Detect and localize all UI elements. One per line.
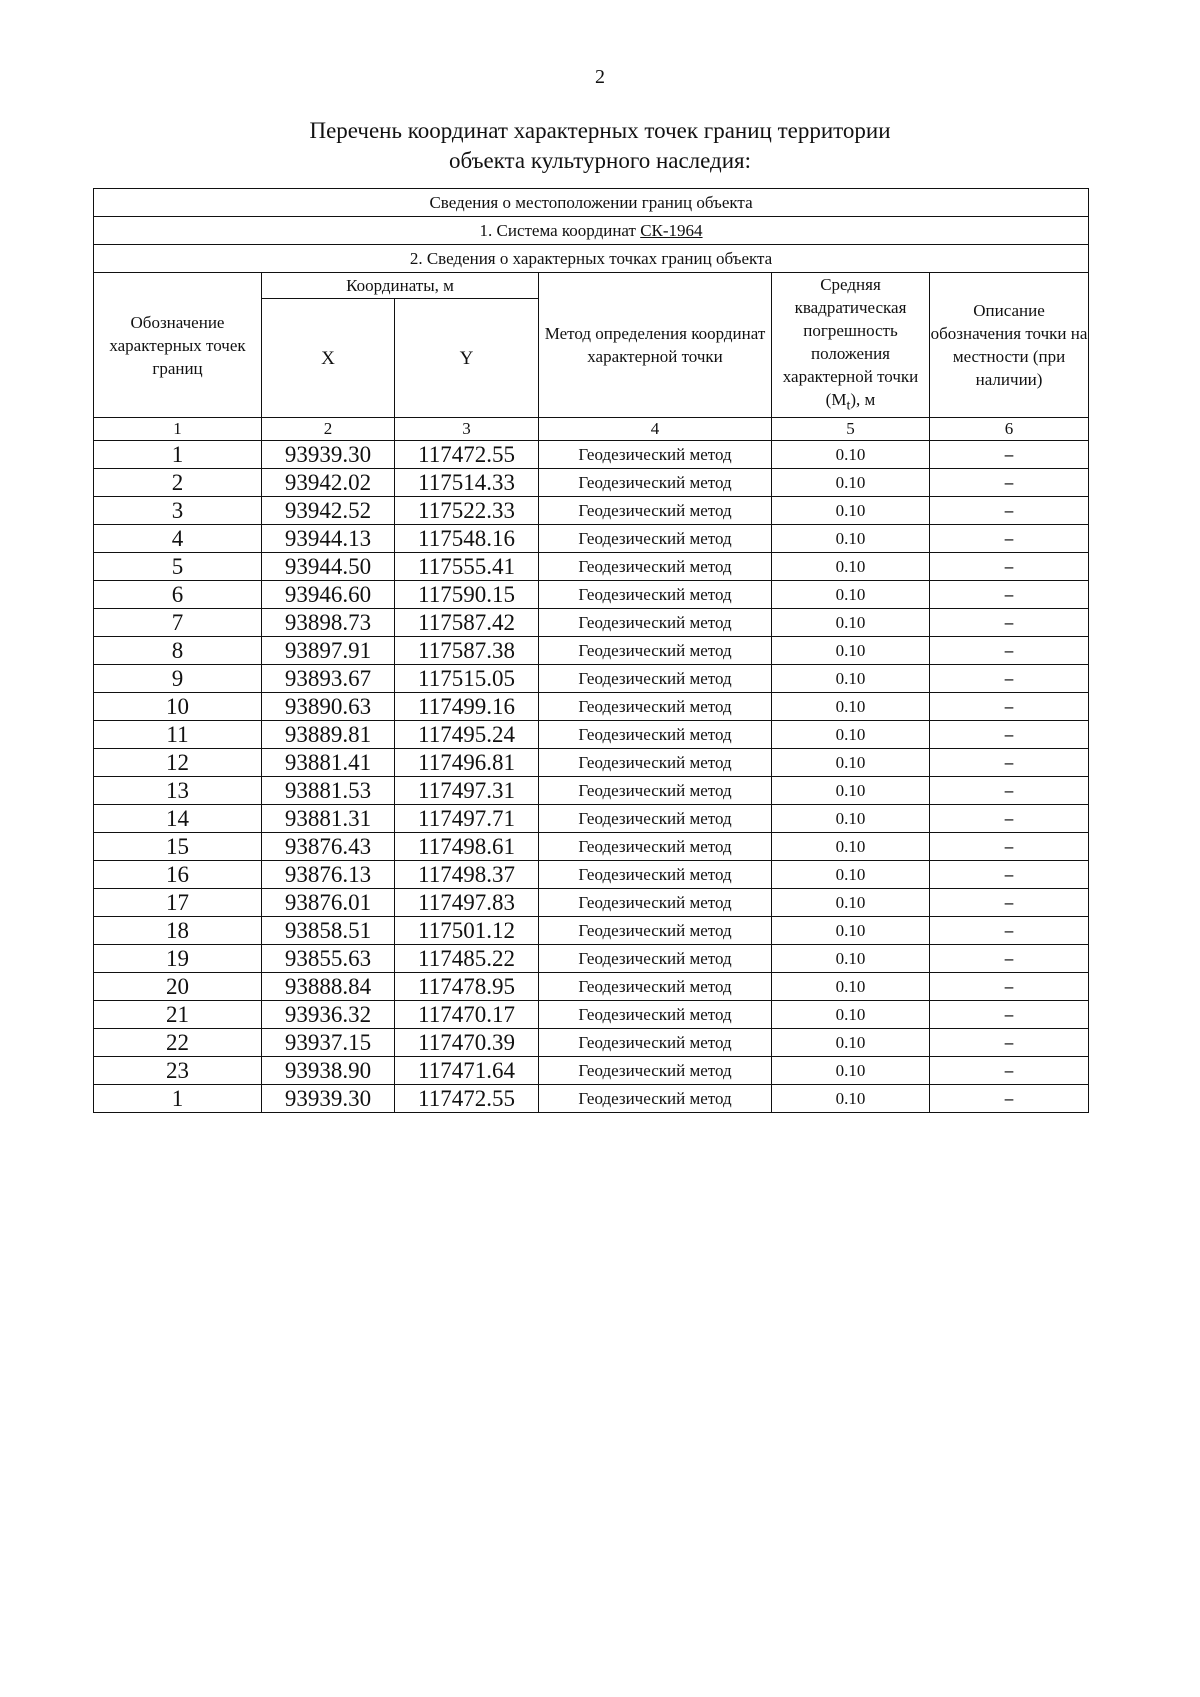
coord-y: 117587.38 bbox=[395, 637, 539, 665]
description: – bbox=[930, 581, 1089, 609]
table-row bbox=[94, 777, 1089, 805]
method: Геодезический метод bbox=[539, 777, 772, 805]
coord-y: 117471.64 bbox=[395, 1057, 539, 1085]
mean-error: 0.10 bbox=[772, 637, 930, 665]
point-number: 2 bbox=[94, 469, 262, 497]
method: Геодезический метод bbox=[539, 665, 772, 693]
coord-y: 117514.33 bbox=[395, 469, 539, 497]
coord-y: 117472.55 bbox=[395, 1085, 539, 1113]
point-number: 23 bbox=[94, 1057, 262, 1085]
description: – bbox=[930, 721, 1089, 749]
coordinates-table bbox=[93, 188, 1089, 1113]
method: Геодезический метод bbox=[539, 1057, 772, 1085]
coord-y: 117498.37 bbox=[395, 861, 539, 889]
mean-error: 0.10 bbox=[772, 581, 930, 609]
header-designation: Обозначение характерных точек границ bbox=[94, 273, 262, 418]
column-number: 4 bbox=[539, 418, 772, 441]
coordinate-system-label: 1. Система координат bbox=[479, 220, 636, 240]
description: – bbox=[930, 1057, 1089, 1085]
point-number: 20 bbox=[94, 973, 262, 1001]
mean-error: 0.10 bbox=[772, 721, 930, 749]
table-row bbox=[94, 749, 1089, 777]
method: Геодезический метод bbox=[539, 917, 772, 945]
mean-error: 0.10 bbox=[772, 777, 930, 805]
coord-y: 117485.22 bbox=[395, 945, 539, 973]
method: Геодезический метод bbox=[539, 469, 772, 497]
mean-error: 0.10 bbox=[772, 833, 930, 861]
description: – bbox=[930, 609, 1089, 637]
mean-error: 0.10 bbox=[772, 861, 930, 889]
coord-x: 93890.63 bbox=[262, 693, 395, 721]
coord-y: 117497.83 bbox=[395, 889, 539, 917]
point-number: 21 bbox=[94, 1001, 262, 1029]
coord-x: 93942.52 bbox=[262, 497, 395, 525]
coord-x: 93944.13 bbox=[262, 525, 395, 553]
method: Геодезический метод bbox=[539, 861, 772, 889]
method: Геодезический метод bbox=[539, 441, 772, 469]
point-number: 16 bbox=[94, 861, 262, 889]
table-row bbox=[94, 581, 1089, 609]
coord-y: 117495.24 bbox=[395, 721, 539, 749]
table-row bbox=[94, 693, 1089, 721]
description: – bbox=[930, 917, 1089, 945]
coord-y: 117472.55 bbox=[395, 441, 539, 469]
table-row bbox=[94, 917, 1089, 945]
column-number-row bbox=[94, 418, 1089, 441]
coord-y: 117587.42 bbox=[395, 609, 539, 637]
table-row bbox=[94, 973, 1089, 1001]
point-number: 7 bbox=[94, 609, 262, 637]
point-number: 18 bbox=[94, 917, 262, 945]
mean-error: 0.10 bbox=[772, 497, 930, 525]
coord-y: 117498.61 bbox=[395, 833, 539, 861]
description: – bbox=[930, 749, 1089, 777]
coord-x: 93939.30 bbox=[262, 441, 395, 469]
point-number: 8 bbox=[94, 637, 262, 665]
method: Геодезический метод bbox=[539, 749, 772, 777]
table-row bbox=[94, 1001, 1089, 1029]
table-row bbox=[94, 469, 1089, 497]
table-row bbox=[94, 609, 1089, 637]
mean-error: 0.10 bbox=[772, 1001, 930, 1029]
description: – bbox=[930, 525, 1089, 553]
coord-x: 93876.01 bbox=[262, 889, 395, 917]
coord-x: 93881.53 bbox=[262, 777, 395, 805]
description: – bbox=[930, 1085, 1089, 1113]
point-number: 4 bbox=[94, 525, 262, 553]
mean-error: 0.10 bbox=[772, 805, 930, 833]
description: – bbox=[930, 1029, 1089, 1057]
table-row bbox=[94, 945, 1089, 973]
coord-x: 93881.31 bbox=[262, 805, 395, 833]
mean-error: 0.10 bbox=[772, 469, 930, 497]
description: – bbox=[930, 665, 1089, 693]
method: Геодезический метод bbox=[539, 637, 772, 665]
point-number: 11 bbox=[94, 721, 262, 749]
table-row bbox=[94, 721, 1089, 749]
method: Геодезический метод bbox=[539, 693, 772, 721]
coord-x: 93888.84 bbox=[262, 973, 395, 1001]
table-row bbox=[94, 805, 1089, 833]
coord-y: 117478.95 bbox=[395, 973, 539, 1001]
table-row bbox=[94, 497, 1089, 525]
point-number: 17 bbox=[94, 889, 262, 917]
description: – bbox=[930, 945, 1089, 973]
description: – bbox=[930, 553, 1089, 581]
coordinates-table-body bbox=[94, 189, 1089, 1113]
coord-y: 117515.05 bbox=[395, 665, 539, 693]
header-x: X bbox=[262, 298, 395, 418]
table-row bbox=[94, 1085, 1089, 1113]
table-row bbox=[94, 889, 1089, 917]
coord-y: 117590.15 bbox=[395, 581, 539, 609]
coord-x: 93897.91 bbox=[262, 637, 395, 665]
point-number: 22 bbox=[94, 1029, 262, 1057]
document-title-line-2: объекта культурного наследия: bbox=[448, 148, 752, 173]
method: Геодезический метод bbox=[539, 525, 772, 553]
point-number: 1 bbox=[94, 1085, 262, 1113]
mean-error: 0.10 bbox=[772, 693, 930, 721]
mean-error: 0.10 bbox=[772, 1057, 930, 1085]
description: – bbox=[930, 777, 1089, 805]
mean-error: 0.10 bbox=[772, 525, 930, 553]
coord-y: 117496.81 bbox=[395, 749, 539, 777]
column-number: 6 bbox=[930, 418, 1089, 441]
method: Геодезический метод bbox=[539, 1085, 772, 1113]
column-number: 1 bbox=[94, 418, 262, 441]
point-number: 13 bbox=[94, 777, 262, 805]
method: Геодезический метод bbox=[539, 497, 772, 525]
description: – bbox=[930, 497, 1089, 525]
mean-error: 0.10 bbox=[772, 889, 930, 917]
point-number: 10 bbox=[94, 693, 262, 721]
column-number: 2 bbox=[262, 418, 395, 441]
mean-error: 0.10 bbox=[772, 1029, 930, 1057]
points-info-row bbox=[94, 245, 1089, 273]
coord-x: 93944.50 bbox=[262, 553, 395, 581]
description: – bbox=[930, 861, 1089, 889]
table-row bbox=[94, 553, 1089, 581]
mean-error: 0.10 bbox=[772, 609, 930, 637]
description: – bbox=[930, 441, 1089, 469]
method: Геодезический метод bbox=[539, 945, 772, 973]
table-row bbox=[94, 637, 1089, 665]
method: Геодезический метод bbox=[539, 973, 772, 1001]
coord-x: 93889.81 bbox=[262, 721, 395, 749]
mean-error: 0.10 bbox=[772, 553, 930, 581]
section-header-row bbox=[94, 189, 1089, 217]
coord-y: 117499.16 bbox=[395, 693, 539, 721]
table-row bbox=[94, 1029, 1089, 1057]
coord-x: 93893.67 bbox=[262, 665, 395, 693]
coord-x: 93881.41 bbox=[262, 749, 395, 777]
coord-x: 93876.43 bbox=[262, 833, 395, 861]
description: – bbox=[930, 973, 1089, 1001]
method: Геодезический метод bbox=[539, 805, 772, 833]
table-row bbox=[94, 833, 1089, 861]
point-number: 3 bbox=[94, 497, 262, 525]
point-number: 1 bbox=[94, 441, 262, 469]
coord-x: 93938.90 bbox=[262, 1057, 395, 1085]
description: – bbox=[930, 469, 1089, 497]
mean-error: 0.10 bbox=[772, 917, 930, 945]
coord-x: 93855.63 bbox=[262, 945, 395, 973]
point-number: 5 bbox=[94, 553, 262, 581]
table-row bbox=[94, 441, 1089, 469]
table-row bbox=[94, 1057, 1089, 1085]
column-header-row bbox=[94, 273, 1089, 299]
coord-y: 117522.33 bbox=[395, 497, 539, 525]
description: – bbox=[930, 1001, 1089, 1029]
header-coordinates: Координаты, м bbox=[262, 273, 539, 299]
description: – bbox=[930, 805, 1089, 833]
mean-error: 0.10 bbox=[772, 665, 930, 693]
mean-error: 0.10 bbox=[772, 749, 930, 777]
point-number: 9 bbox=[94, 665, 262, 693]
page-number: 2 bbox=[595, 66, 605, 88]
point-number: 14 bbox=[94, 805, 262, 833]
coord-y: 117470.17 bbox=[395, 1001, 539, 1029]
point-number: 12 bbox=[94, 749, 262, 777]
point-number: 6 bbox=[94, 581, 262, 609]
coord-x: 93858.51 bbox=[262, 917, 395, 945]
table-row bbox=[94, 861, 1089, 889]
description: – bbox=[930, 693, 1089, 721]
document-title-line-1: Перечень координат характерных точек границ территории bbox=[309, 118, 891, 143]
method: Геодезический метод bbox=[539, 721, 772, 749]
document-title bbox=[0, 116, 1200, 176]
coordinate-system-cell bbox=[94, 217, 1089, 245]
coord-y: 117555.41 bbox=[395, 553, 539, 581]
table-row bbox=[94, 665, 1089, 693]
method: Геодезический метод bbox=[539, 609, 772, 637]
point-number: 19 bbox=[94, 945, 262, 973]
coord-x: 93942.02 bbox=[262, 469, 395, 497]
table-row bbox=[94, 525, 1089, 553]
method: Геодезический метод bbox=[539, 1001, 772, 1029]
coord-y: 117548.16 bbox=[395, 525, 539, 553]
header-error: Средняя квадратическая погрешность положения характерной точки $(M_t)$, м bbox=[772, 273, 930, 418]
mean-error: 0.10 bbox=[772, 1085, 930, 1113]
coord-y: 117497.71 bbox=[395, 805, 539, 833]
coord-x: 93937.15 bbox=[262, 1029, 395, 1057]
column-number: 3 bbox=[395, 418, 539, 441]
mean-error: 0.10 bbox=[772, 945, 930, 973]
points-info-label: 2. Сведения о характерных точках границ объекта bbox=[94, 245, 1089, 273]
coord-y: 117470.39 bbox=[395, 1029, 539, 1057]
description: – bbox=[930, 889, 1089, 917]
coord-x: 93936.32 bbox=[262, 1001, 395, 1029]
point-number: 15 bbox=[94, 833, 262, 861]
coord-x: 93898.73 bbox=[262, 609, 395, 637]
coord-x: 93946.60 bbox=[262, 581, 395, 609]
mean-error: 0.10 bbox=[772, 441, 930, 469]
coord-y: 117497.31 bbox=[395, 777, 539, 805]
coordinate-system-value: СК-1964 bbox=[640, 220, 703, 240]
method: Геодезический метод bbox=[539, 833, 772, 861]
section-header: Сведения о местоположении границ объекта bbox=[94, 189, 1089, 217]
coord-y: 117501.12 bbox=[395, 917, 539, 945]
header-y: Y bbox=[395, 298, 539, 418]
method: Геодезический метод bbox=[539, 553, 772, 581]
method: Геодезический метод bbox=[539, 889, 772, 917]
header-description: Описание обозначения точки на местности (при наличии) bbox=[930, 273, 1089, 418]
column-number: 5 bbox=[772, 418, 930, 441]
coord-x: 93876.13 bbox=[262, 861, 395, 889]
description: – bbox=[930, 833, 1089, 861]
method: Геодезический метод bbox=[539, 581, 772, 609]
coord-x: 93939.30 bbox=[262, 1085, 395, 1113]
coordinate-system-row bbox=[94, 217, 1089, 245]
mean-error: 0.10 bbox=[772, 973, 930, 1001]
method: Геодезический метод bbox=[539, 1029, 772, 1057]
description: – bbox=[930, 637, 1089, 665]
header-method: Метод определения координат характерной точки bbox=[539, 273, 772, 418]
